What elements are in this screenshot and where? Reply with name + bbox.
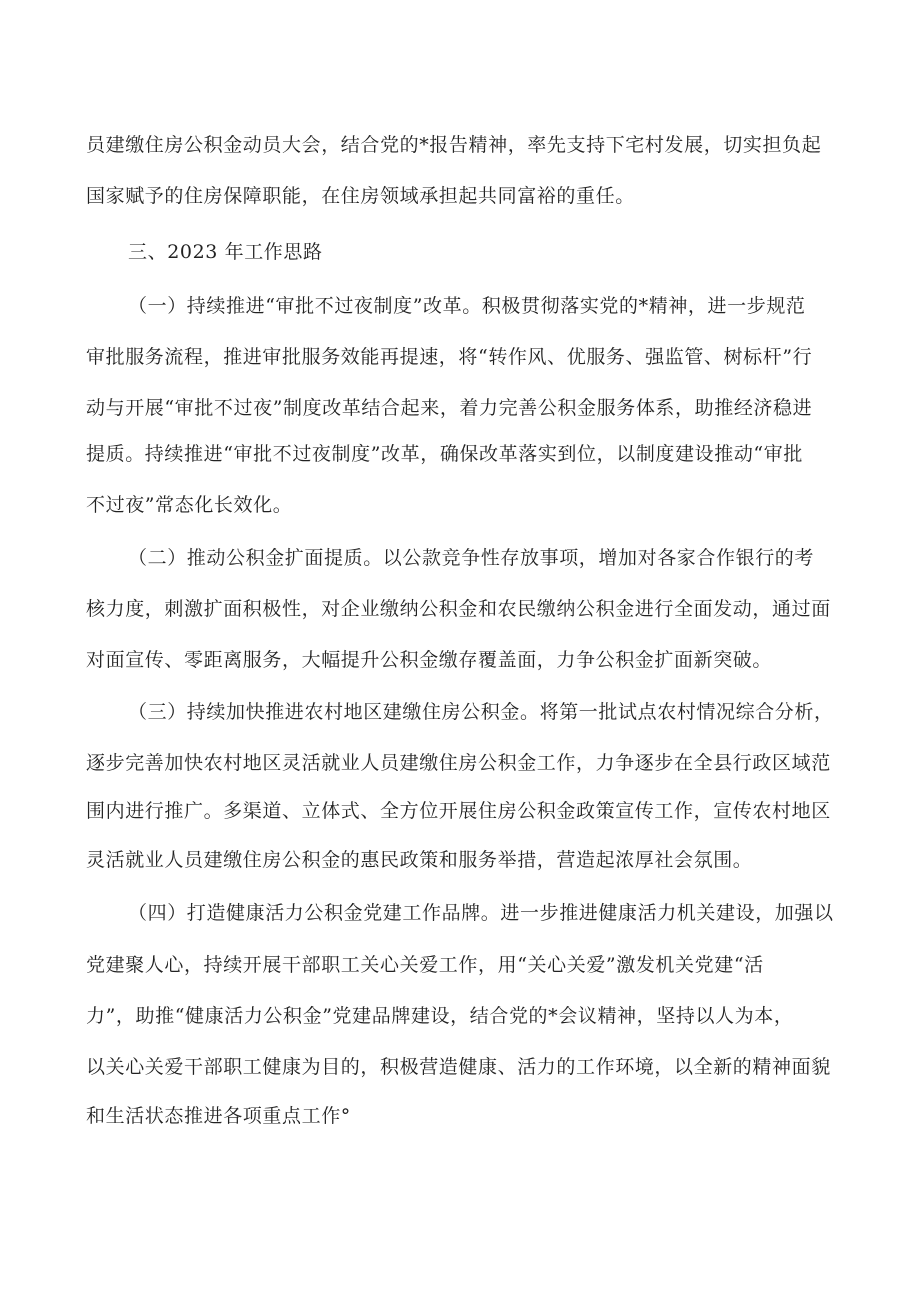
paragraph-line: 灵活就业人员建缴住房公积金的惠民政策和服务举措，营造起浓厚社会氛围。 (86, 849, 753, 871)
paragraph-line: 围内进行推广。多渠道、立体式、全方位开展住房公积金政策宣传工作，宣传农村地区 (86, 800, 831, 822)
paragraph-line: （三）持续加快推进农村地区建缴住房公积金。将第一批试点农村情况综合分析， (128, 701, 834, 723)
paragraph-line: （四）打造健康活力公积金党建工作品牌。进一步推进健康活力机关建设，加强以 (128, 902, 834, 924)
paragraph-line: 不过夜”常态化长效化。 (86, 494, 293, 516)
paragraph-line: 力”，助推“健康活力公积金”党建品牌建设，结合党的*会议精神，坚持以人为本， (86, 1005, 794, 1027)
paragraph-line: （一）持续推进“审批不过夜制度”改革。积极贯彻落实党的*精神，进一步规范 (128, 295, 806, 317)
paragraph-line: 审批服务流程，推进审批服务效能再提速，将“转作风、优服务、强监管、树标杆”行 (86, 346, 813, 368)
section-heading: 三、2023 年工作思路 (128, 241, 323, 263)
paragraph-line: 以关心关爱干部职工健康为目的，积极营造健康、活力的工作环境，以全新的精神面貌 (86, 1056, 831, 1078)
paragraph-line: 逐步完善加快农村地区灵活就业人员建缴住房公积金工作，力争逐步在全县行政区域范 (86, 752, 831, 774)
paragraph-line: 动与开展“审批不过夜”制度改革结合起来，着力完善公积金服务体系，助推经济稳进 (86, 397, 813, 419)
paragraph-line: 核力度，刺激扩面积极性，对企业缴纳公积金和农民缴纳公积金进行全面发动，通过面 (86, 598, 831, 620)
intro-line: 员建缴住房公积金动员大会，结合党的*报告精神，率先支持下宅村发展，切实担负起 (86, 134, 822, 156)
intro-line: 国家赋予的住房保障职能，在住房领域承担起共同富裕的重任。 (86, 185, 635, 207)
paragraph-line: 对面宣传、零距离服务，大幅提升公积金缴存覆盖面，力争公积金扩面新突破。 (86, 649, 773, 671)
paragraph-line: （二）推动公积金扩面提质。以公款竞争性存放事项，增加对各家合作银行的考 (128, 547, 815, 569)
paragraph-line: 和生活状态推进各项重点工作° (86, 1105, 351, 1127)
paragraph-line: 提质。持续推进“审批不过夜制度”改革，确保改革落实到位，以制度建设推动“审批 (86, 443, 803, 465)
paragraph-line: 党建聚人心，持续开展干部职工关心关爱工作，用“关心关爱”激发机关党建“活 (86, 954, 764, 976)
